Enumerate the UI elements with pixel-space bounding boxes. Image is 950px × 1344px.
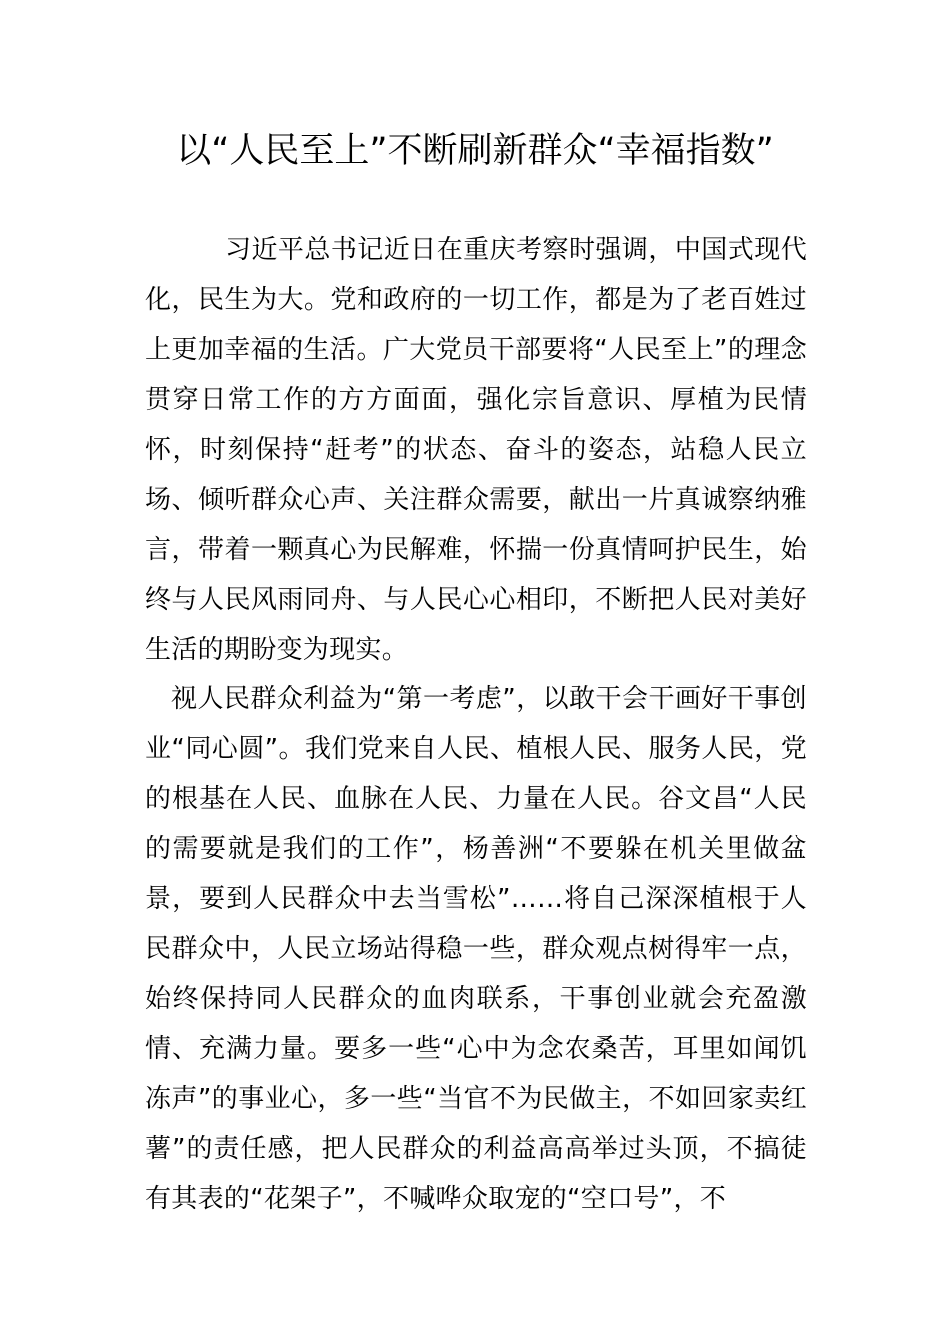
paragraph-1: 习近平总书记近日在重庆考察时强调，中国式现代化，民生为大。党和政府的一切工作，都是为了老百姓过上更加幸福的生活。广大党员干部要将“人民至上”的理念贯穿日常工作的方方面面，强化宗旨意识、厚植为民情怀，时刻保持“赶考”的状态、奋斗的姿态，站稳人民立场、倾听群众心声、关注群众需要，献出一片真诚察纳雅言，带着一颗真心为民解难，怀揣一份真情呵护民生，始终与人民风雨同舟、与人民心心相印，不断把人民对美好生活的期盼变为现实。 — [145, 235, 807, 665]
paragraph-2: 视人民群众利益为“第一考虑”，以敢干会干画好干事创业“同心圆”。我们党来自人民、植根人民、服务人民，党的根基在人民、血脉在人民、力量在人民。谷文昌“人民的需要就是我们的工作”，杨善洲“不要躲在机关里做盆景，要到人民群众中去当雪松”……将自己深深植根于人民群众中，人民立场站得稳一些，群众观点树得牢一点，始终保持同人民群众的血肉联系，干事创业就会充盈激情、充满力量。要多一些“心中为念农桑苦，耳里如闻饥冻声”的事业心，多一些“当官不为民做主，不如回家卖红薯”的责任感，把人民群众的利益高高举过头顶，不搞徒有其表的“花架子”，不喊哗众取宠的“空口号”，不 — [145, 684, 807, 1214]
document-title: 以“人民至上”不断刷新群众“幸福指数” — [176, 131, 774, 171]
